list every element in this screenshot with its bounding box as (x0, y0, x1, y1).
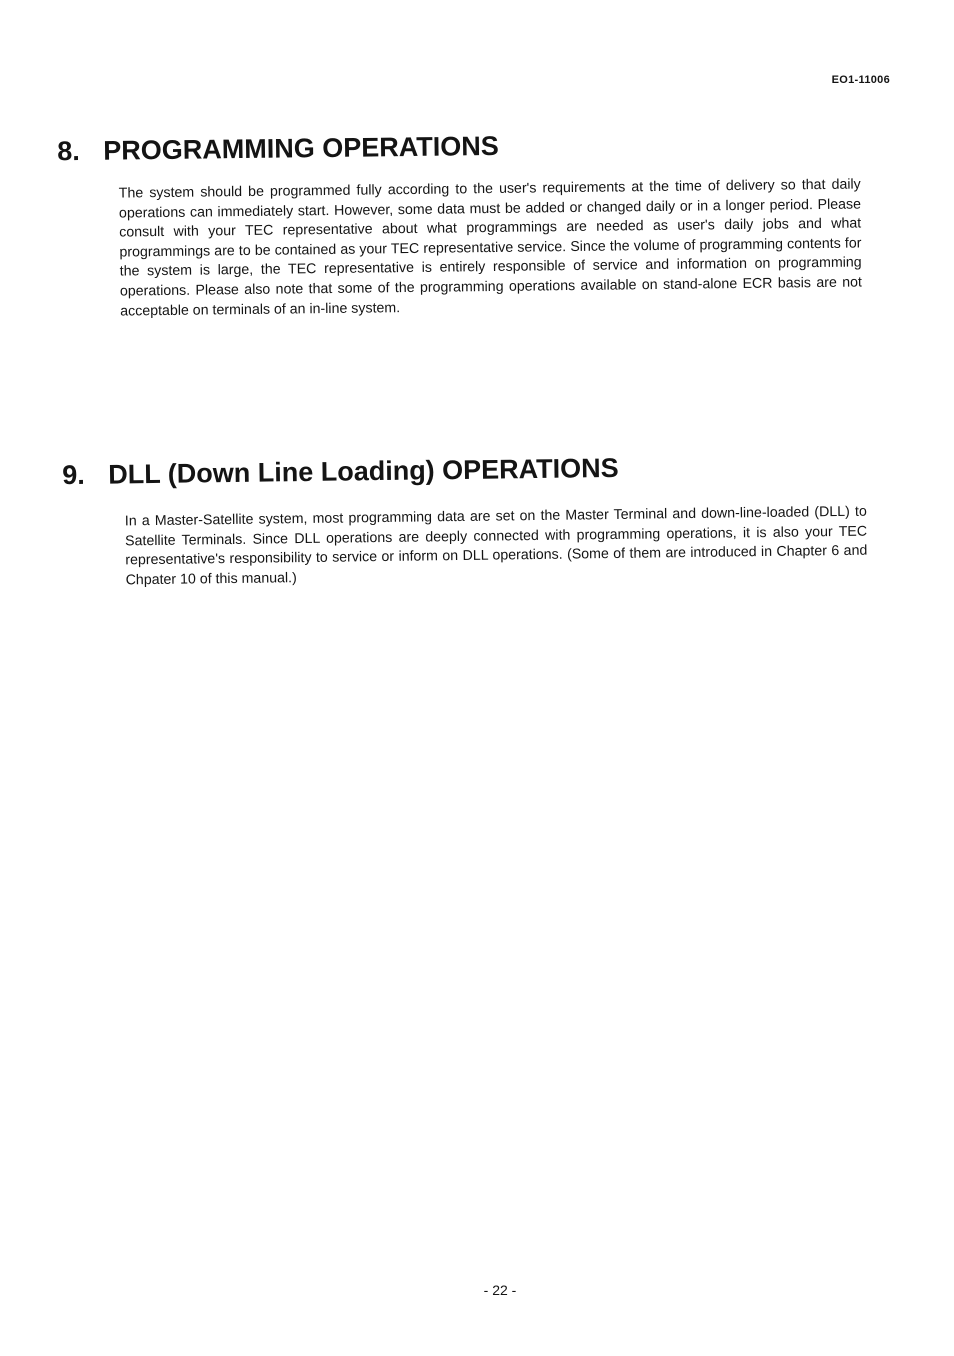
section-title: DLL (Down Line Loading) OPERATIONS (108, 452, 619, 490)
section-heading (0, 120, 954, 172)
section-body: The system should be programmed fully according to the user's requirements at the time of delivery so that daily operations can immediately start. However, some data must be added or changed daily or in a longer period. Please consult with your TEC representative about what programmings are needed as user's daily jobs and what programmings are to be contained as your TEC representative service. Since the volume of programming contents for the system is large, the TEC representative is entirely responsible of service and information on programming operations. Please also note that some of the programming operations available on stand-alone ECR basis are not acceptable on terminals of an in-line system. (118, 176, 863, 320)
section-number: 9. (62, 459, 85, 491)
section-number: 8. (57, 136, 80, 167)
section-programming-operations (0, 120, 954, 320)
section-dll-operations (0, 444, 954, 589)
document-code: EO1-11006 (831, 74, 890, 86)
section-body: In a Master-Satellite system, most programming data are set on the Master Terminal and down-line-loaded (DLL) to Satellite Terminals. Since DLL operations are deeply connected with programming operations, it is also your TEC representative's responsibility to service or inform on DLL operations. (Some of them are introduced in Chapter 6 and Chpater 10 of this manual.) (124, 503, 868, 589)
section-heading (0, 444, 954, 496)
page-number: - 22 - (483, 1282, 517, 1298)
section-title: PROGRAMMING OPERATIONS (103, 130, 499, 166)
